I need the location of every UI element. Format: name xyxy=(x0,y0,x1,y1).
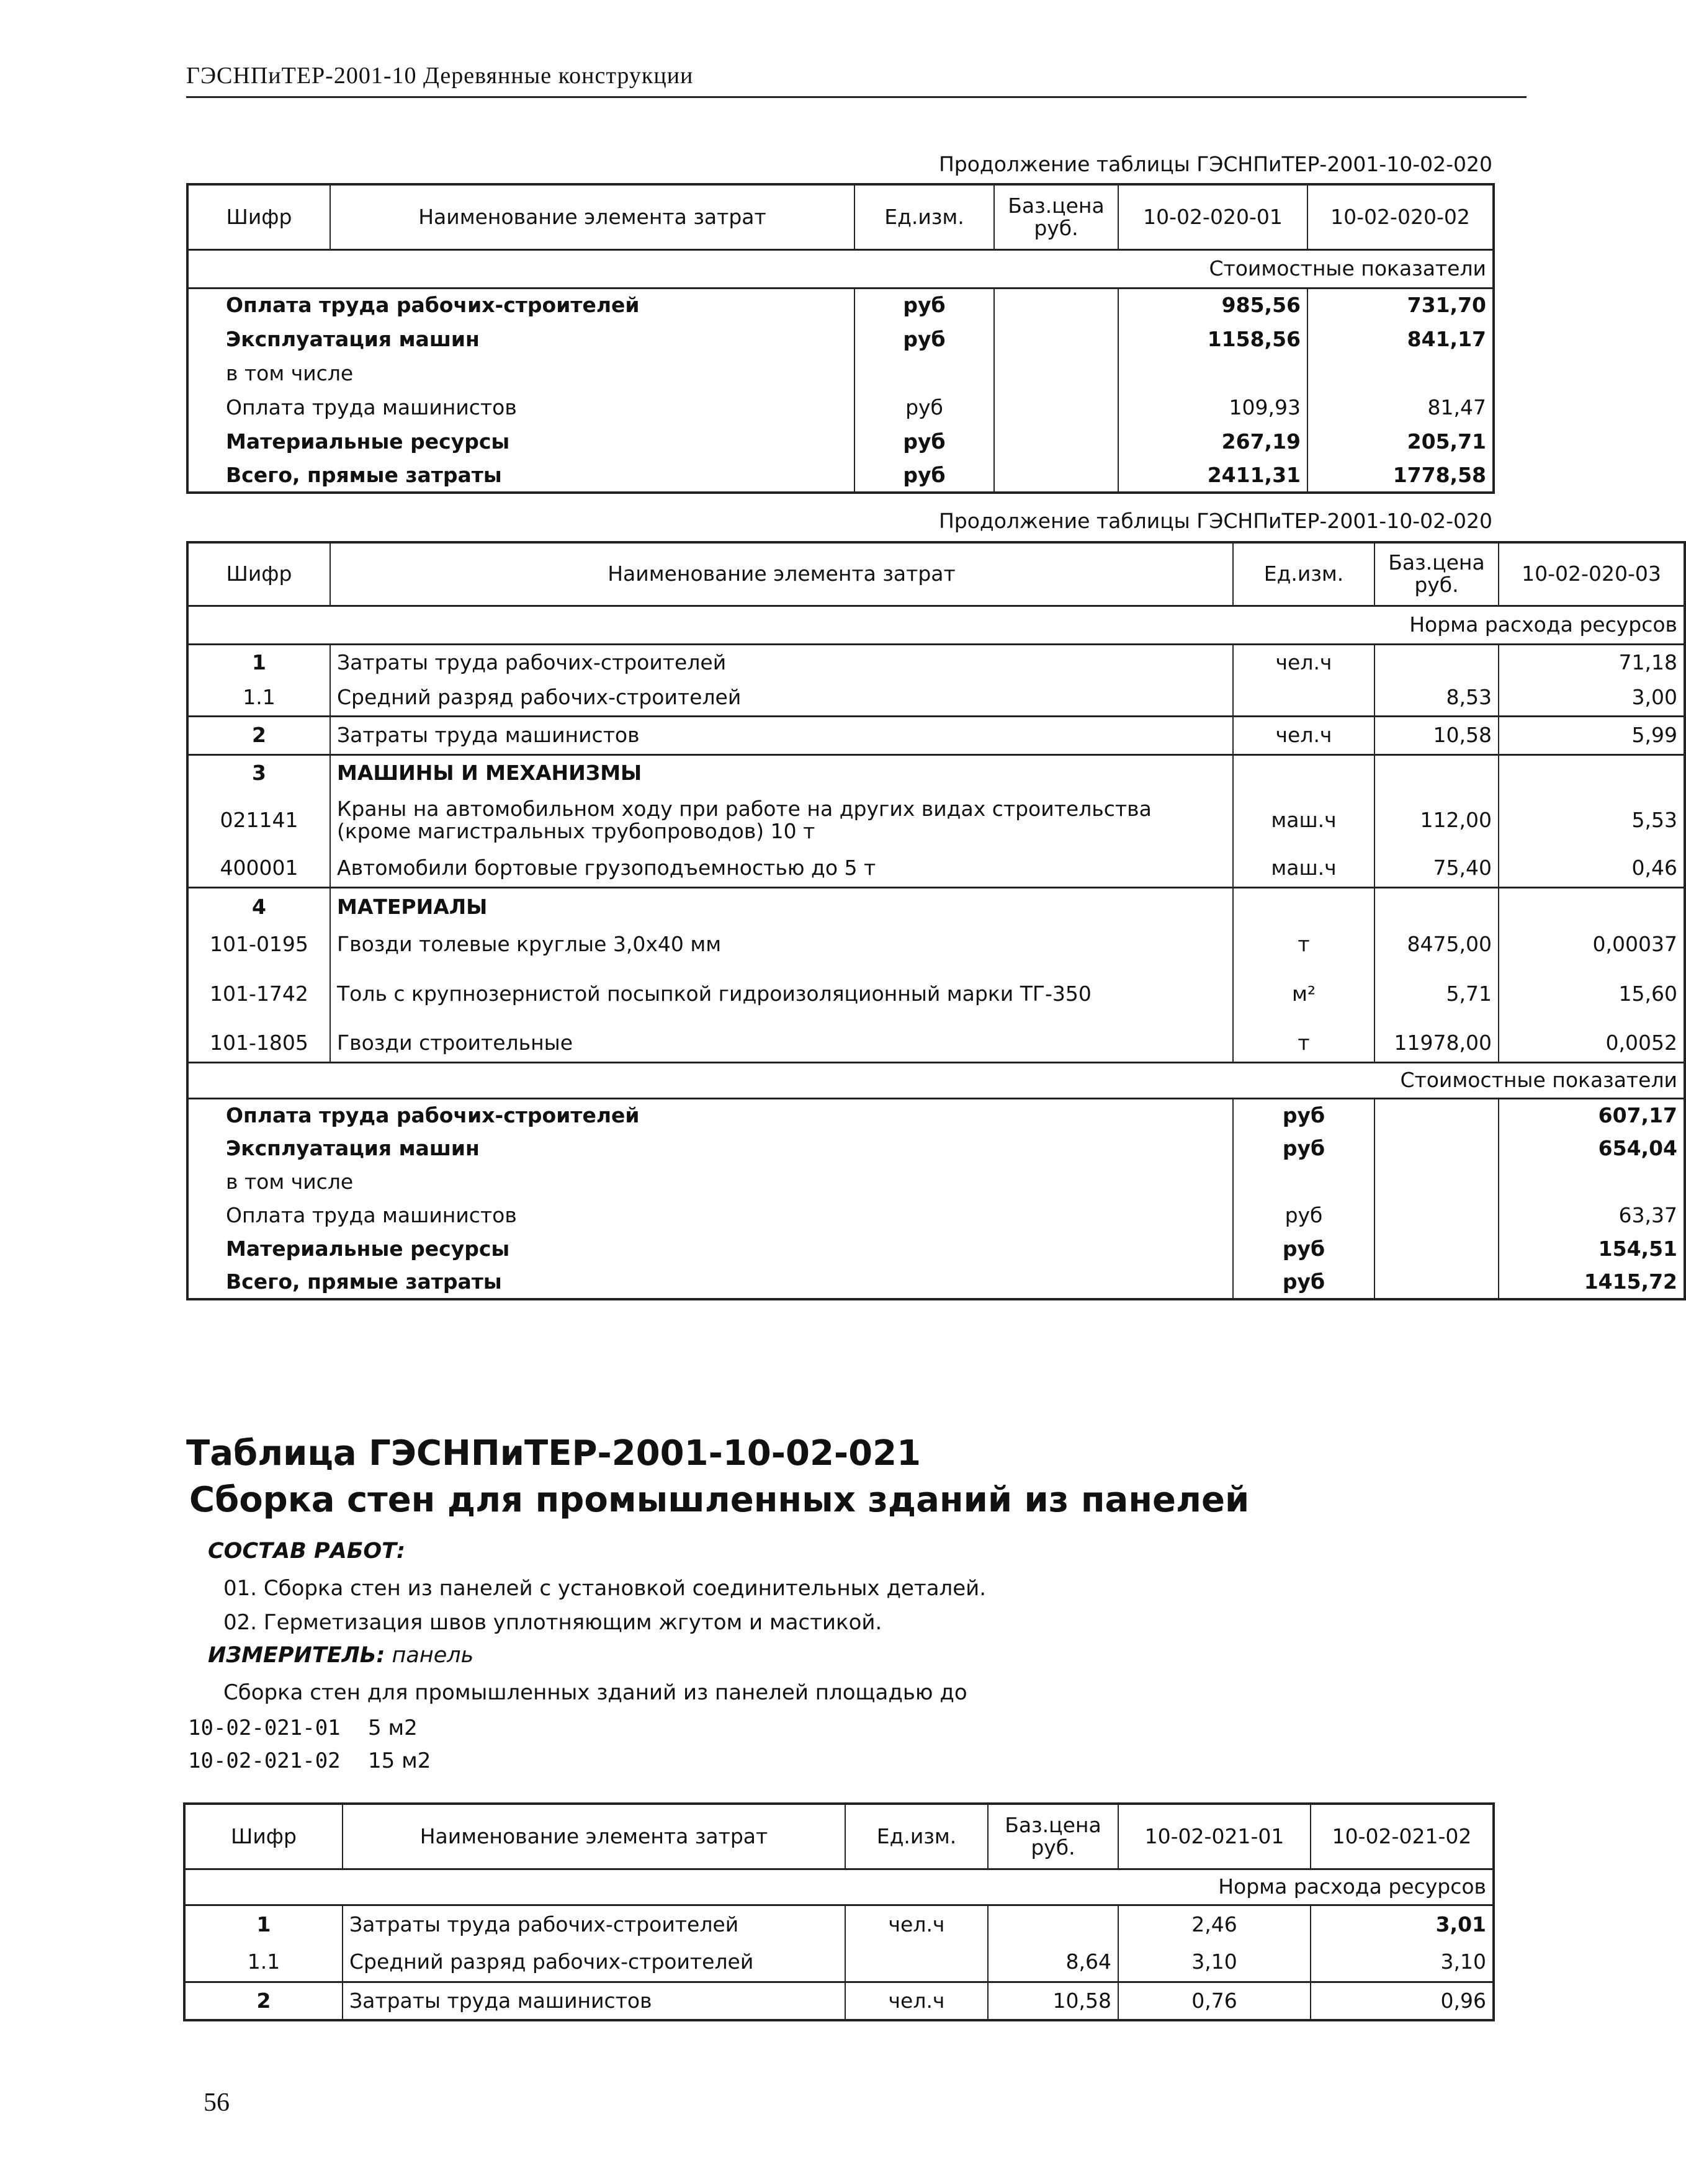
h-base: Баз.цена руб. xyxy=(994,184,1118,249)
row-unit: руб xyxy=(1233,1266,1374,1299)
row-name: Средний разряд рабочих-строителей xyxy=(330,680,1233,716)
row-base xyxy=(994,424,1118,459)
row-value-1: 15,60 xyxy=(1499,963,1685,1025)
row-value-2: 1778,58 xyxy=(1307,459,1494,493)
row-code: 1.1 xyxy=(184,1943,343,1982)
section-label: Норма расхода ресурсов xyxy=(187,606,1685,644)
table-row xyxy=(187,716,1685,754)
row-unit: чел.ч xyxy=(1233,644,1374,680)
meter-value: панель xyxy=(392,1643,474,1668)
table-title: Таблица ГЭСНПиТЕР-2001-10-02-021 xyxy=(186,1433,921,1474)
table-subtitle: Сборка стен для промышленных зданий из панелей xyxy=(189,1480,1250,1520)
row-base xyxy=(994,356,1118,390)
h-name: Наименование элемента затрат xyxy=(343,1804,845,1869)
work-2: 02. Герметизация швов уплотняющим жгутом и мастикой. xyxy=(223,1610,882,1635)
table-row xyxy=(184,1943,1494,1982)
table1-header xyxy=(187,184,1494,249)
row-name: Затраты труда машинистов xyxy=(330,716,1233,754)
row-unit xyxy=(1233,887,1374,926)
table-row xyxy=(187,424,1494,459)
table-row xyxy=(187,322,1494,356)
table-row xyxy=(184,1982,1494,2020)
h-unit: Ед.изм. xyxy=(854,184,994,249)
row-value-2 xyxy=(1307,356,1494,390)
row-value-1: 2411,31 xyxy=(1118,459,1307,493)
h-code: Шифр xyxy=(187,542,330,606)
row-name: Оплата труда машинистов xyxy=(187,390,854,424)
row-unit: руб xyxy=(1233,1199,1374,1232)
row-value-1 xyxy=(1499,754,1685,790)
row-base xyxy=(1374,887,1499,926)
row-value-1: 0,46 xyxy=(1499,850,1685,887)
row-value-2: 205,71 xyxy=(1307,424,1494,459)
row-base xyxy=(1374,1232,1499,1266)
table2-caption: Продолжение таблицы ГЭСНПиТЕР-2001-10-02-020 xyxy=(938,509,1492,533)
description: Сборка стен для промышленных зданий из панелей площадью до xyxy=(223,1680,967,1705)
row-value-1: 5,53 xyxy=(1499,790,1685,850)
h-col1: 10-02-021-01 xyxy=(1118,1804,1311,1869)
row-value-2: 0,96 xyxy=(1311,1982,1494,2020)
row-name: Затраты труда рабочих-строителей xyxy=(330,644,1233,680)
row-base: 112,00 xyxy=(1374,790,1499,850)
row-name: Гвозди толевые круглые 3,0х40 мм xyxy=(330,926,1233,963)
row-name: в том числе xyxy=(187,356,854,390)
row-unit xyxy=(1233,1165,1374,1199)
row-base: 11978,00 xyxy=(1374,1025,1499,1062)
row-unit: руб xyxy=(854,322,994,356)
row-value-2: 81,47 xyxy=(1307,390,1494,424)
table-row xyxy=(184,1905,1494,1943)
row-code: 101-0195 xyxy=(187,926,330,963)
row-name: Материальные ресурсы xyxy=(187,1232,1233,1266)
row-base xyxy=(1374,1098,1499,1132)
row-unit: руб xyxy=(1233,1098,1374,1132)
section-label-2: Стоимостные показатели xyxy=(187,1062,1685,1098)
table-row xyxy=(187,926,1685,963)
table-row xyxy=(187,356,1494,390)
row-base xyxy=(1374,1132,1499,1165)
table-row xyxy=(187,850,1685,887)
row-unit: маш.ч xyxy=(1233,850,1374,887)
h-col2: 10-02-021-02 xyxy=(1311,1804,1494,1869)
row-value-1: 985,56 xyxy=(1118,288,1307,322)
row-unit: руб xyxy=(854,390,994,424)
row-value-1: 63,37 xyxy=(1499,1199,1685,1232)
row-base xyxy=(988,1905,1118,1943)
meter-label: ИЗМЕРИТЕЛЬ: xyxy=(208,1643,385,1668)
row-name: МАТЕРИАЛЫ xyxy=(330,887,1233,926)
row-name: Всего, прямые затраты xyxy=(187,459,854,493)
row-value-1: 109,93 xyxy=(1118,390,1307,424)
row-base: 10,58 xyxy=(1374,716,1499,754)
row-name: Затраты труда рабочих-строителей xyxy=(343,1905,845,1943)
row-name: Краны на автомобильном ходу при работе на других видах строительства (кроме магистральных трубопроводов) 10 т xyxy=(330,790,1233,850)
table-row xyxy=(187,790,1685,850)
row-base xyxy=(994,322,1118,356)
row-base xyxy=(994,459,1118,493)
table-row xyxy=(187,459,1494,493)
row-value-1: 0,0052 xyxy=(1499,1025,1685,1062)
row-name: Оплата труда рабочих-строителей xyxy=(187,1098,1233,1132)
row-value-1: 3,00 xyxy=(1499,680,1685,716)
row-name: Материальные ресурсы xyxy=(187,424,854,459)
section-label: Норма расхода ресурсов xyxy=(184,1869,1494,1905)
row-value-1: 3,10 xyxy=(1118,1943,1311,1982)
h-col1: 10-02-020-03 xyxy=(1499,542,1685,606)
row-value-1 xyxy=(1499,887,1685,926)
row-value-1: 1415,72 xyxy=(1499,1266,1685,1299)
table-row xyxy=(187,390,1494,424)
table-row xyxy=(187,1199,1685,1232)
h-code: Шифр xyxy=(187,184,330,249)
row-name: Толь с крупнозернистой посыпкой гидроизоляционный марки ТГ-350 xyxy=(330,963,1233,1025)
row-value-1: 1158,56 xyxy=(1118,322,1307,356)
row-name: Эксплуатация машин xyxy=(187,1132,1233,1165)
row-name: Оплата труда рабочих-строителей xyxy=(187,288,854,322)
row-base xyxy=(1374,1266,1499,1299)
row-value-2: 3,01 xyxy=(1311,1905,1494,1943)
row-unit xyxy=(1233,754,1374,790)
row-base xyxy=(1374,644,1499,680)
row-unit: руб xyxy=(1233,1232,1374,1266)
table-row xyxy=(187,644,1685,680)
h-code: Шифр xyxy=(184,1804,343,1869)
row-code: 2 xyxy=(187,716,330,754)
row-code: 2 xyxy=(184,1982,343,2020)
row-base xyxy=(994,390,1118,424)
row-unit xyxy=(854,356,994,390)
row-base: 8475,00 xyxy=(1374,926,1499,963)
row-base: 8,53 xyxy=(1374,680,1499,716)
row-value-1: 607,17 xyxy=(1499,1098,1685,1132)
row-unit: чел.ч xyxy=(1233,716,1374,754)
table-row xyxy=(187,963,1685,1025)
row-code: 101-1805 xyxy=(187,1025,330,1062)
h-col1: 10-02-020-01 xyxy=(1118,184,1307,249)
table-row xyxy=(187,680,1685,716)
row-code: 1.1 xyxy=(187,680,330,716)
row-code: 3 xyxy=(187,754,330,790)
row-code: 1 xyxy=(187,644,330,680)
row-unit: руб xyxy=(854,424,994,459)
section-label: Стоимостные показатели xyxy=(187,249,1494,288)
h-base: Баз.цена руб. xyxy=(988,1804,1118,1869)
row-code: 4 xyxy=(187,887,330,926)
row-code: 101-1742 xyxy=(187,963,330,1025)
variant-2-code: 10-02-021-02 xyxy=(188,1748,341,1773)
row-value-2: 3,10 xyxy=(1311,1943,1494,1982)
table-row xyxy=(187,288,1494,322)
works-label: СОСТАВ РАБОТ: xyxy=(208,1539,405,1564)
variant-1-value: 5 м2 xyxy=(368,1716,418,1740)
page-number: 56 xyxy=(204,2088,230,2117)
row-unit: т xyxy=(1233,1025,1374,1062)
row-code: 400001 xyxy=(187,850,330,887)
meter-line xyxy=(208,1643,473,1668)
row-value-2: 731,70 xyxy=(1307,288,1494,322)
row-value-1: 0,00037 xyxy=(1499,926,1685,963)
row-unit xyxy=(1233,680,1374,716)
h-base: Баз.цена руб. xyxy=(1374,542,1499,606)
row-value-1: 71,18 xyxy=(1499,644,1685,680)
row-name: Затраты труда машинистов xyxy=(343,1982,845,2020)
row-unit: чел.ч xyxy=(845,1982,988,2020)
row-name: в том числе xyxy=(187,1165,1233,1199)
table-row xyxy=(187,754,1685,790)
row-code: 1 xyxy=(184,1905,343,1943)
row-value-1: 0,76 xyxy=(1118,1982,1311,2020)
row-name: Гвозди строительные xyxy=(330,1025,1233,1062)
variant-1-code: 10-02-021-01 xyxy=(188,1716,341,1740)
row-name: Средний разряд рабочих-строителей xyxy=(343,1943,845,1982)
h-name: Наименование элемента затрат xyxy=(330,542,1233,606)
row-base xyxy=(1374,754,1499,790)
row-unit: маш.ч xyxy=(1233,790,1374,850)
row-value-1 xyxy=(1499,1165,1685,1199)
h-unit: Ед.изм. xyxy=(845,1804,988,1869)
table-row xyxy=(187,1165,1685,1199)
table-row xyxy=(187,1025,1685,1062)
row-value-1 xyxy=(1118,356,1307,390)
table-row xyxy=(187,887,1685,926)
row-unit: руб xyxy=(1233,1132,1374,1165)
variant-2-value: 15 м2 xyxy=(368,1748,431,1773)
h-name: Наименование элемента затрат xyxy=(330,184,854,249)
table-row xyxy=(187,1132,1685,1165)
table-row xyxy=(187,1266,1685,1299)
row-code: 021141 xyxy=(187,790,330,850)
table-row xyxy=(187,1098,1685,1132)
row-base: 5,71 xyxy=(1374,963,1499,1025)
row-value-1: 5,99 xyxy=(1499,716,1685,754)
row-value-2: 841,17 xyxy=(1307,322,1494,356)
table1-caption: Продолжение таблицы ГЭСНПиТЕР-2001-10-02-020 xyxy=(938,152,1492,176)
row-base: 8,64 xyxy=(988,1943,1118,1982)
work-1: 01. Сборка стен из панелей с установкой соединительных деталей. xyxy=(223,1576,987,1601)
row-unit: чел.ч xyxy=(845,1905,988,1943)
row-name: Оплата труда машинистов xyxy=(187,1199,1233,1232)
running-title: ГЭСНПиТЕР-2001-10 Деревянные конструкции xyxy=(186,63,694,89)
row-name: Эксплуатация машин xyxy=(187,322,854,356)
header-rule xyxy=(186,96,1527,98)
row-base xyxy=(1374,1199,1499,1232)
row-unit: руб xyxy=(854,288,994,322)
row-value-1: 2,46 xyxy=(1118,1905,1311,1943)
row-unit xyxy=(845,1943,988,1982)
row-value-1: 267,19 xyxy=(1118,424,1307,459)
h-unit: Ед.изм. xyxy=(1233,542,1374,606)
row-unit: м² xyxy=(1233,963,1374,1025)
row-unit: т xyxy=(1233,926,1374,963)
table1 xyxy=(186,183,1495,494)
row-name: Автомобили бортовые грузоподъемностью до 5 т xyxy=(330,850,1233,887)
table-row xyxy=(187,1232,1685,1266)
table2 xyxy=(186,541,1686,1300)
row-base: 10,58 xyxy=(988,1982,1118,2020)
row-unit: руб xyxy=(854,459,994,493)
row-base: 75,40 xyxy=(1374,850,1499,887)
row-value-1: 654,04 xyxy=(1499,1132,1685,1165)
row-name: МАШИНЫ И МЕХАНИЗМЫ xyxy=(330,754,1233,790)
table3 xyxy=(183,1802,1495,2021)
row-name: Всего, прямые затраты xyxy=(187,1266,1233,1299)
h-col2: 10-02-020-02 xyxy=(1307,184,1494,249)
row-value-1: 154,51 xyxy=(1499,1232,1685,1266)
row-base xyxy=(1374,1165,1499,1199)
row-base xyxy=(994,288,1118,322)
